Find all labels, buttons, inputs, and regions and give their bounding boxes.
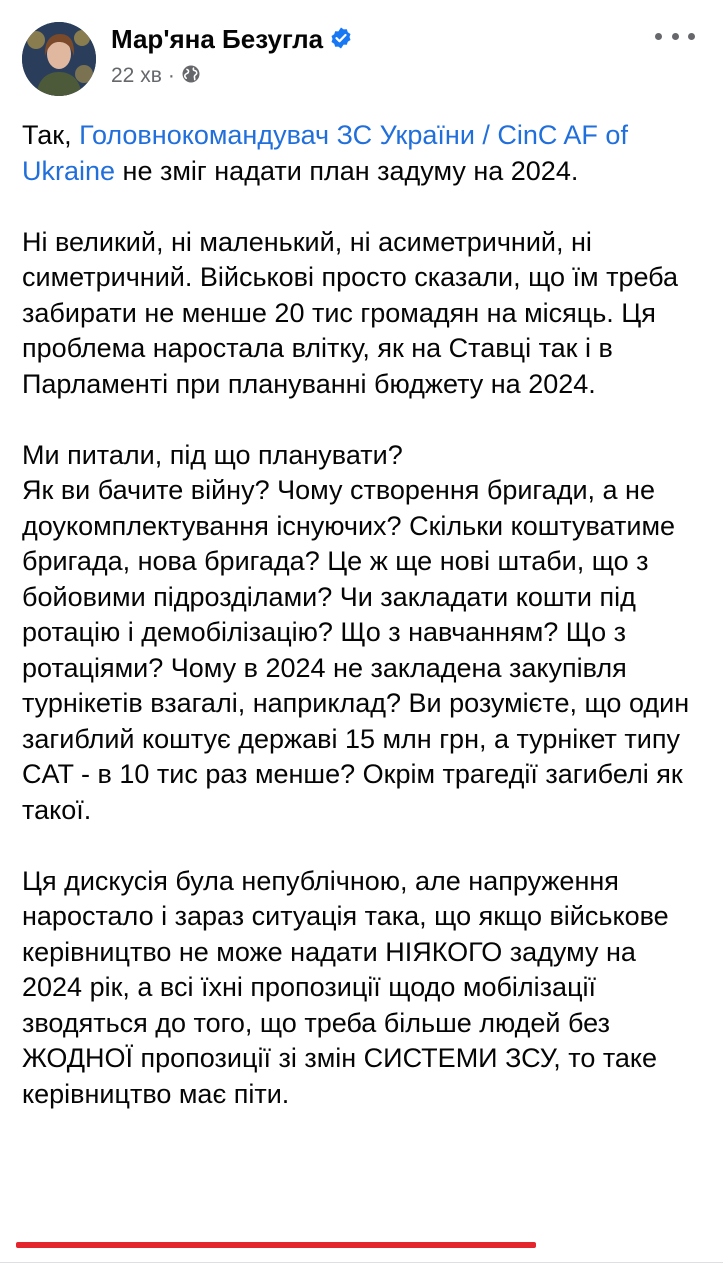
globe-icon[interactable]: [181, 64, 201, 84]
more-options-icon[interactable]: [655, 26, 695, 46]
more-dot: [672, 33, 679, 40]
verified-badge-icon: [329, 26, 353, 50]
post-header: [0, 0, 723, 110]
more-dot: [688, 33, 695, 40]
cinc-page-link[interactable]: Головнокомандувач ЗС України / CinC AF of Ukraine: [22, 120, 628, 186]
post-body: [22, 118, 702, 1112]
meta-separator: ·: [167, 64, 175, 87]
post-meta: [111, 64, 201, 88]
post-paragraph-2: Ні великий, ні маленький, ні асиметричний, ні симетричний. Військові просто сказали, що їм треба забирати не менше 20 тис громадян на місяць. Ця проблема наростала влітку, як на Ставці так і в Парламенті при плануванні бюджету на 2024.: [22, 226, 679, 399]
red-highlight-underline: [16, 1242, 536, 1248]
post-paragraph-4: Ця дискусія була непублічною, але напруження наростало і зараз ситуація така, що якщо військове керівництво не може надати НІЯКОГО задуму на 2024 рік, а всі їхні пропозиції щодо мобілізації зводяться до того, що треба більше людей без ЖОДНОЇ пропозиції зі змін СИСТЕМИ ЗСУ, то таке керівництво має піти.: [22, 865, 669, 1109]
post-paragraph-1: [22, 118, 702, 189]
intro-text-after: не зміг надати план задуму на 2024.: [115, 155, 579, 186]
paragraph-3-question: Ми питали, під що планувати?: [22, 439, 403, 470]
author-name[interactable]: Мар'яна Безугла: [111, 24, 324, 54]
author-name-row: [111, 24, 353, 55]
paragraph-3-body: Як ви бачите війну? Чому створення бригади, а не доукомплектування існуючих? Скільки коштуватиме бригада, нова бригада? Це ж ще нові штаби, що з бойовими підрозділами? Чи закладати кошти під ротацію і демобілізацію? Що з навчанням? Що з ротаціями? Чому в 2024 не закладена закупівля турнікетів взагалі, наприклад? Ви розумієте, що один загиблий коштує державі 15 млн грн, а турнікет типу CAT - в 10 тис раз менше? Окрім трагедії загибелі як такої.: [22, 475, 690, 825]
post-paragraph-3: [22, 438, 702, 829]
post-divider: [0, 1262, 723, 1263]
more-dot: [655, 33, 662, 40]
intro-text-before: Так,: [22, 120, 80, 150]
author-avatar[interactable]: [22, 22, 96, 96]
post-time[interactable]: 22 хв: [111, 64, 162, 87]
